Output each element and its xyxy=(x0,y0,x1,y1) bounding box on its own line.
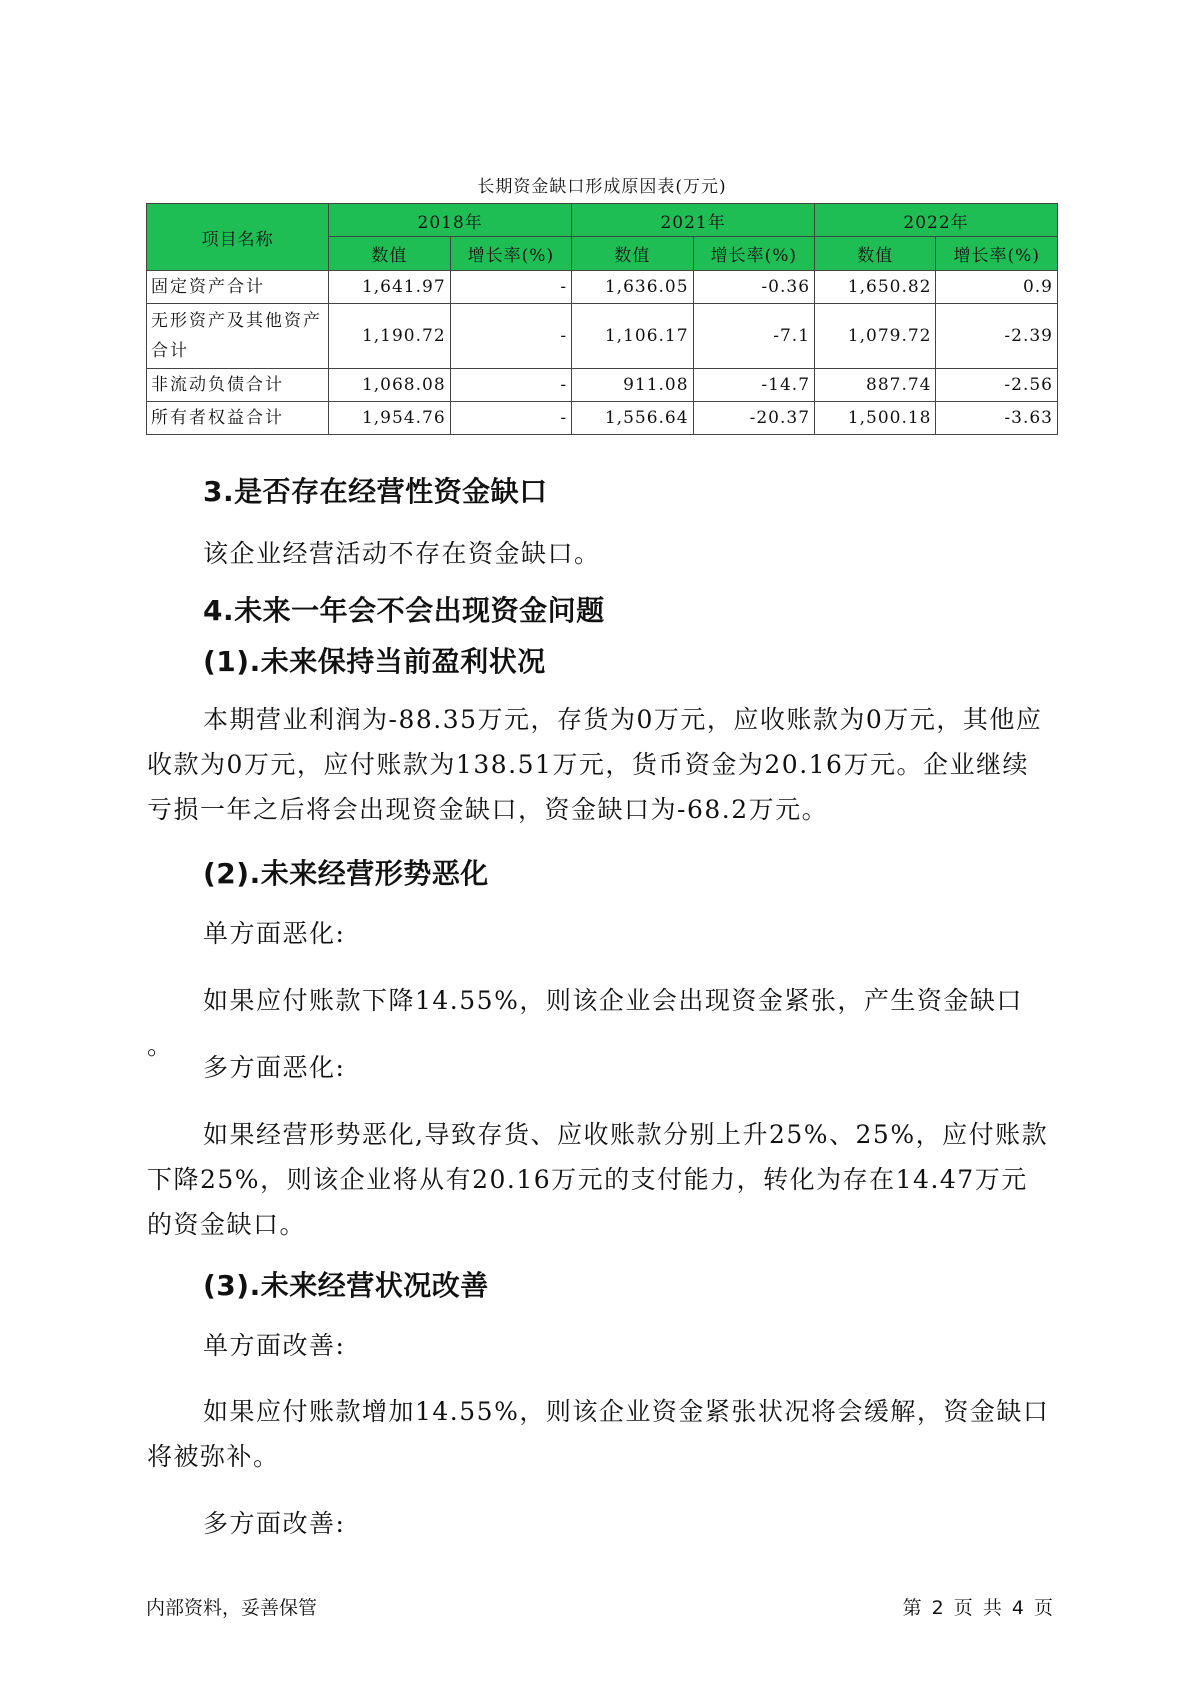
rate-header: 增长率(%) xyxy=(693,237,814,271)
rate-cell: - xyxy=(450,402,571,435)
rate-cell: -2.39 xyxy=(936,304,1058,369)
section-4-1-text: 本期营业利润为-88.35万元，存货为0万元，应收账款为0万元，其他应收款为0万元，应付账款为138.51万元，货币资金为20.16万元。企业继续亏损一年之后将会出现资金缺口，资金缺口为-68.2万元。 xyxy=(147,705,1043,824)
row-name: 非流动负债合计 xyxy=(147,369,329,402)
row-name: 无形资产及其他资产合计 xyxy=(147,304,329,369)
table-row xyxy=(147,402,1058,435)
section-4-2-single-label: 单方面恶化: xyxy=(203,919,346,948)
item-name-header: 项目名称 xyxy=(147,204,329,271)
rate-cell: -14.7 xyxy=(693,369,814,402)
rate-cell: - xyxy=(450,304,571,369)
section-4-3-heading: (3).未来经营状况改善 xyxy=(203,1269,489,1302)
section-4-2-multi-text: 如果经营形势恶化,导致存货、应收账款分别上升25%、25%，应付账款下降25%，则该企业将从有20.16万元的支付能力，转化为存在14.47万元的资金缺口。 xyxy=(147,1120,1049,1239)
section-4-3-single-label: 单方面改善: xyxy=(203,1331,346,1360)
rate-cell: - xyxy=(450,369,571,402)
section-3-heading: 3.是否存在经营性资金缺口 xyxy=(203,475,548,508)
table-row xyxy=(147,304,1058,369)
funding-gap-table xyxy=(146,203,1058,435)
value-cell: 1,106.17 xyxy=(572,304,693,369)
footer-confidential-note: 内部资料，妥善保管 xyxy=(146,1597,318,1619)
value-cell: 1,190.72 xyxy=(329,304,450,369)
value-cell: 1,500.18 xyxy=(815,402,936,435)
page-number: 第 2 页 共 4 页 xyxy=(902,1597,1053,1619)
value-header: 数值 xyxy=(329,237,450,271)
year-header-2022: 2022年 xyxy=(815,204,1058,237)
rate-cell: -20.37 xyxy=(693,402,814,435)
row-name: 所有者权益合计 xyxy=(147,402,329,435)
value-cell: 1,079.72 xyxy=(815,304,936,369)
value-header: 数值 xyxy=(572,237,693,271)
year-header-2021: 2021年 xyxy=(572,204,815,237)
section-4-2-heading: (2).未来经营形势恶化 xyxy=(203,857,489,890)
section-4-2-single-text: 如果应付账款下降14.55%，则该企业会出现资金紧张，产生资金缺口 。 xyxy=(147,986,1023,1060)
rate-cell: - xyxy=(450,271,571,304)
rate-header: 增长率(%) xyxy=(450,237,571,271)
value-cell: 887.74 xyxy=(815,369,936,402)
rate-cell: -7.1 xyxy=(693,304,814,369)
rate-cell: -0.36 xyxy=(693,271,814,304)
value-cell: 1,636.05 xyxy=(572,271,693,304)
rate-cell: -2.56 xyxy=(936,369,1058,402)
table-row xyxy=(147,271,1058,304)
value-cell: 1,650.82 xyxy=(815,271,936,304)
rate-header: 增长率(%) xyxy=(936,237,1058,271)
section-4-heading: 4.未来一年会不会出现资金问题 xyxy=(203,594,605,627)
section-4-3-multi-label: 多方面改善: xyxy=(203,1509,346,1538)
section-4-2-multi-label: 多方面恶化: xyxy=(203,1053,346,1082)
value-cell: 1,641.97 xyxy=(329,271,450,304)
year-header-2018: 2018年 xyxy=(329,204,572,237)
table-caption: 长期资金缺口形成原因表(万元) xyxy=(477,177,727,197)
rate-cell: 0.9 xyxy=(936,271,1058,304)
row-name: 固定资产合计 xyxy=(147,271,329,304)
value-cell: 1,954.76 xyxy=(329,402,450,435)
section-4-1-heading: (1).未来保持当前盈利状况 xyxy=(203,645,546,678)
section-4-3-single-text: 如果应付账款增加14.55%，则该企业资金紧张状况将会缓解，资金缺口将被弥补。 xyxy=(147,1397,1050,1471)
value-cell: 1,068.08 xyxy=(329,369,450,402)
value-cell: 1,556.64 xyxy=(572,402,693,435)
rate-cell: -3.63 xyxy=(936,402,1058,435)
value-cell: 911.08 xyxy=(572,369,693,402)
value-header: 数值 xyxy=(815,237,936,271)
section-3-text: 该企业经营活动不存在资金缺口。 xyxy=(203,539,601,568)
table-row xyxy=(147,369,1058,402)
